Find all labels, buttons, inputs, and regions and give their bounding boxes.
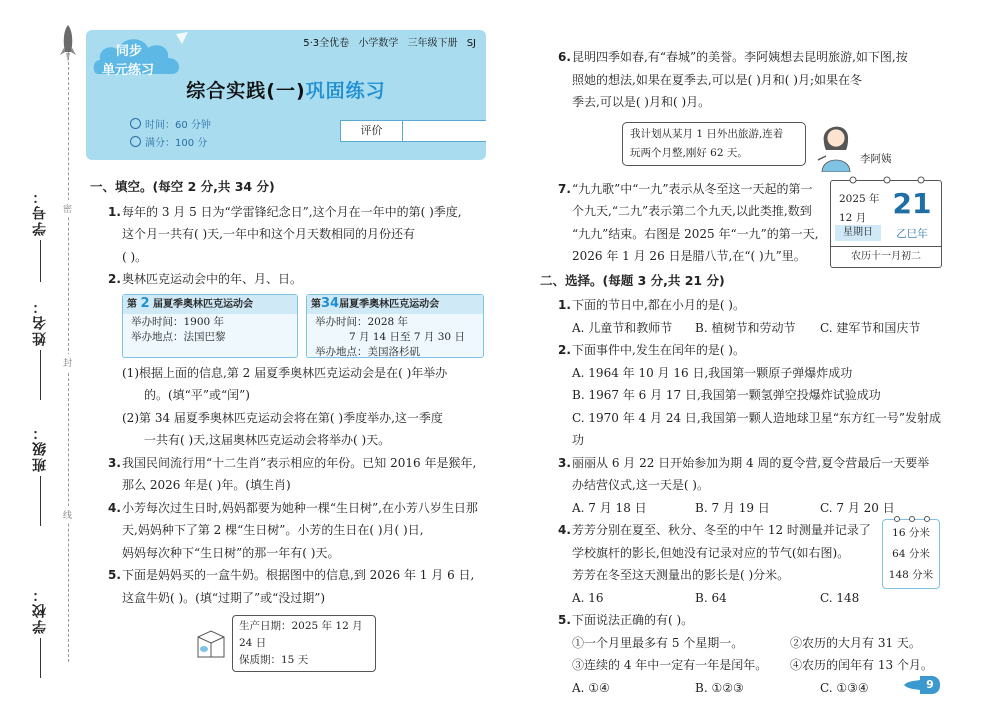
title-main: 综合实践(一) xyxy=(186,80,306,102)
question-line: 2026 年 1 月 26 日是腊八节,在“( )九”里。 xyxy=(572,249,806,263)
fill-question-6 xyxy=(540,46,945,114)
question-line: (2)第 34 届夏季奥林匹克运动会将在第( )季度举办,这一季度 xyxy=(122,410,443,425)
card-heading xyxy=(307,295,483,314)
card-heading-prefix: 第 xyxy=(127,298,141,310)
calendar-ganzhi-year: 乙巳年 xyxy=(896,227,928,240)
option-a[interactable]: A. 1964 年 10 月 16 日,我国第一颗原子弹爆炸成功 xyxy=(572,365,853,380)
option-a[interactable]: A. 16 xyxy=(572,590,604,605)
question-number: 3. xyxy=(108,455,121,470)
cut-mark-mi: 密 xyxy=(63,200,72,217)
statement-2: ②农历的大月有 31 天。 xyxy=(790,635,921,650)
option-b[interactable]: B. 7 月 19 日 xyxy=(695,500,770,515)
option-b[interactable]: B. 64 xyxy=(695,590,727,605)
question-line: 那么 2026 年是( )年。(填生肖) xyxy=(122,478,291,492)
question-line: 一共有( )天,这届奥林匹克运动会将举办( )天。 xyxy=(144,433,391,447)
shelf-life: 保质期：15 天 xyxy=(239,654,309,666)
left-column xyxy=(90,176,490,672)
school-field[interactable]: 学校： xyxy=(30,586,50,678)
card-line: 7 月 14 日至 7 月 30 日 xyxy=(349,330,465,343)
choice-options xyxy=(540,677,945,700)
option-b[interactable]: B. 1967 年 6 月 17 日,我国第一颗氢弹空投爆炸试验成功 xyxy=(572,388,881,402)
choice-question-2 xyxy=(540,339,945,362)
milk-carton-icon xyxy=(194,627,228,661)
question-line: 小芳每次过生日时,妈妈都要为她种一棵“生日树”,在小芳八岁生日那 xyxy=(122,500,478,515)
sub-question-1 xyxy=(90,362,490,407)
calendar-page xyxy=(830,180,942,268)
card-heading xyxy=(123,295,297,314)
milk-label-note xyxy=(232,615,376,672)
question-number: 4. xyxy=(558,523,571,537)
statement-3: ③连续的 4 年中一定有一年是闰年。 xyxy=(572,658,768,672)
question-line: (1)根据上面的信息,第 2 届夏季奥林匹克运动会是在( )年举办 xyxy=(122,365,448,380)
question-line: 下面说法正确的有( )。 xyxy=(572,613,694,627)
calendar-lunar-date: 农历十一月初二 xyxy=(831,246,941,267)
question-number: 7. xyxy=(558,181,571,196)
choice-question-1 xyxy=(540,294,945,317)
statement-row xyxy=(540,654,945,677)
sub-question-2 xyxy=(90,407,490,452)
clock-icon xyxy=(130,118,141,129)
question-number: 2. xyxy=(558,343,571,357)
rocket-small-icon xyxy=(902,676,920,694)
option-a[interactable]: A. 7 月 18 日 xyxy=(572,500,647,515)
question-line: “九九歌”中“一九”表示从冬至这一天起的第一 xyxy=(572,181,813,196)
speech-line: 玩两个月整,刚好 62 天。 xyxy=(630,146,748,159)
shadow-length: 16 分米 xyxy=(892,527,930,539)
card-heading-prefix: 第 xyxy=(311,298,321,310)
choice-options xyxy=(540,497,945,520)
question-line: 学校旗杆的影长,但她没有记录对应的节气(如右图)。 xyxy=(572,545,850,560)
class-field[interactable]: 班级： xyxy=(30,424,50,526)
question-line: ( )。 xyxy=(122,249,148,264)
question-line: 的。(填“平”或“闰”) xyxy=(144,388,250,402)
title-accent: 巩固练习 xyxy=(305,80,386,102)
time-limit xyxy=(130,116,211,131)
question-line: 我国民间流行用“十二生肖”表示相应的年份。已知 2016 年是猴年, xyxy=(122,455,477,470)
fill-question-3 xyxy=(90,452,490,497)
cut-mark-feng: 封 xyxy=(63,354,72,371)
production-date: 生产日期：2025 年 12 月 24 日 xyxy=(239,620,363,649)
question-line: 丽丽从 6 月 22 日开始参加为期 4 周的夏令营,夏令营最后一天要举 xyxy=(572,455,930,470)
card-heading-suffix: 届夏季奥林匹克运动会 xyxy=(149,298,254,310)
question-line: 天,妈妈种下了第 2 棵“生日树”。小芳的生日在( )月( )日, xyxy=(122,523,424,537)
student-name-field[interactable]: 姓名： xyxy=(30,298,50,400)
question-number: 4. xyxy=(108,500,121,515)
question-line: 下面的节日中,都在小月的是( )。 xyxy=(572,298,745,312)
aunt-li-avatar-icon xyxy=(816,116,856,172)
option-a[interactable]: A. 儿童节和教师节 xyxy=(572,320,673,335)
question-line: 妈妈每次种下“生日树”的那一年有( )天。 xyxy=(122,545,340,560)
option-c[interactable]: C. 1970 年 4 月 24 日,我国第一颗人造地球卫星“东方红一号”发射成功 xyxy=(572,410,941,447)
cut-mark-xian: 线 xyxy=(63,506,72,523)
question-line: 照她的想法,如果在夏季去,可以是( )月和( )月;如果在冬 xyxy=(572,72,863,87)
option-b[interactable]: B. 植树节和劳动节 xyxy=(695,320,796,335)
question-line: 下面事件中,发生在闰年的是( )。 xyxy=(572,343,745,357)
calendar-month: 12 月 xyxy=(839,211,867,224)
section-1-title: 一、填空。(每空 2 分,共 34 分) xyxy=(90,179,275,194)
fill-question-4 xyxy=(90,497,490,565)
card-heading-number: 2 xyxy=(140,295,150,311)
statement-4: ④农历的闰年有 13 个月。 xyxy=(790,658,933,672)
question-number: 5. xyxy=(558,613,571,627)
fill-question-1 xyxy=(90,201,490,269)
evaluation-label: 评价 xyxy=(341,121,403,141)
page-title xyxy=(86,76,486,103)
full-score xyxy=(130,134,207,149)
worksheet-header xyxy=(86,30,486,160)
question-line: “九九”结束。右图是 2025 年“一九”的第一天, xyxy=(572,226,819,241)
shadow-length: 148 分米 xyxy=(888,569,934,581)
question-line: 昆明四季如春,有“春城”的美誉。李阿姨想去昆明旅游,如下图,按 xyxy=(572,50,908,64)
time-limit-text: 时间：60 分钟 xyxy=(145,120,211,131)
choice-options xyxy=(540,317,945,340)
question-number: 1. xyxy=(108,204,121,219)
page-number-text: 9 xyxy=(920,676,940,694)
card-line: 举办时间：1900 年 xyxy=(131,315,225,328)
question-line: 办结营仪式,这一天是( )。 xyxy=(572,478,709,492)
shadow-length-record xyxy=(882,519,940,589)
badge-line-2: 单元练习 xyxy=(102,63,155,78)
question-line: 芳芳在冬至这天测量出的影长是( )分米。 xyxy=(572,568,790,582)
question-line: 芳芳分别在夏至、秋分、冬至的中午 12 时测量并记录了 xyxy=(572,523,871,537)
option-c[interactable]: C. 建军节和国庆节 xyxy=(820,320,921,335)
question-number: 1. xyxy=(558,298,571,312)
check-circle-icon xyxy=(130,136,141,147)
page-number xyxy=(902,676,942,694)
notepad-rings-icon xyxy=(891,515,933,523)
milk-info xyxy=(194,615,490,672)
question-number: 5. xyxy=(108,568,121,582)
calendar-year: 2025 年 xyxy=(839,192,880,205)
fill-question-7 xyxy=(540,178,945,268)
card-heading-number: 34 xyxy=(321,295,340,311)
book-series-label: 5·3全优卷 小学数学 三年级下册 SJ xyxy=(303,38,476,49)
card-heading-suffix: 届夏季奥林匹克运动会 xyxy=(339,298,440,310)
question-line: 下面是妈妈买的一盒牛奶。根据图中的信息,到 2026 年 1 月 6 日, xyxy=(122,568,475,582)
choice-question-4-block xyxy=(540,519,945,609)
olympics-card-2nd xyxy=(122,294,298,358)
question-line: 这个月一共有( )天,一年中和这个月天数相同的月份还有 xyxy=(122,227,415,241)
speech-bubble xyxy=(622,122,806,166)
question-line: 奥林匹克运动会中的年、月、日。 xyxy=(122,272,303,286)
option-a[interactable]: A. ①④ xyxy=(572,680,610,695)
choice-question-3 xyxy=(540,452,945,497)
shadow-length: 64 分米 xyxy=(892,548,930,560)
option-c[interactable]: C. 148 xyxy=(820,590,860,605)
right-column xyxy=(540,46,945,699)
question-line: 季去,可以是( )月和( )月。 xyxy=(572,95,711,109)
student-id-field[interactable]: 学号： xyxy=(30,188,50,282)
binding-margin xyxy=(0,0,78,719)
section-2-title: 二、选择。(每题 3 分,共 21 分) xyxy=(540,272,725,288)
question-number: 6. xyxy=(558,50,571,64)
statement-row xyxy=(540,632,945,655)
option-c[interactable]: C. ①③④ xyxy=(820,680,869,695)
question-line: 每年的 3 月 5 日为“学雷锋纪念日”,这个月在一年中的第( )季度, xyxy=(122,204,462,219)
fill-question-5 xyxy=(90,564,490,609)
person-name: 李阿姨 xyxy=(860,152,892,165)
calendar-weekday: 星期日 xyxy=(835,225,881,241)
evaluation-input[interactable] xyxy=(403,121,486,141)
full-score-text: 满分：100 分 xyxy=(145,138,208,149)
badge-line-1: 同步 xyxy=(116,44,143,59)
evaluation-box xyxy=(340,120,486,142)
speech-line: 我计划从某月 1 日外出旅游,连着 xyxy=(630,127,784,140)
question-number: 2. xyxy=(108,272,121,286)
question-line: 这盒牛奶( )。(填“过期了”或“没过期”) xyxy=(122,590,326,605)
option-c[interactable]: C. 7 月 20 日 xyxy=(820,500,895,515)
calendar-rings-icon xyxy=(843,176,931,184)
card-line: 举办地点：美国洛杉矶 xyxy=(315,345,420,358)
choice-options xyxy=(540,587,945,610)
card-line: 举办时间：2028 年 xyxy=(315,315,409,328)
choice-options xyxy=(540,362,945,452)
card-line: 举办地点：法国巴黎 xyxy=(131,330,226,343)
question-line: 个九天,“二九”表示第二个九天,以此类推,数到 xyxy=(572,204,812,218)
statement-1: ①一个月里最多有 5 个星期一。 xyxy=(572,635,744,650)
fill-question-2 xyxy=(90,268,490,291)
option-b[interactable]: B. ①②③ xyxy=(695,680,744,695)
calendar-day: 21 xyxy=(892,186,932,220)
aunt-li-illustration xyxy=(540,116,945,174)
choice-question-5 xyxy=(540,609,945,632)
olympics-info-cards xyxy=(122,294,490,358)
olympics-card-34th xyxy=(306,294,484,358)
question-number: 3. xyxy=(558,455,571,470)
